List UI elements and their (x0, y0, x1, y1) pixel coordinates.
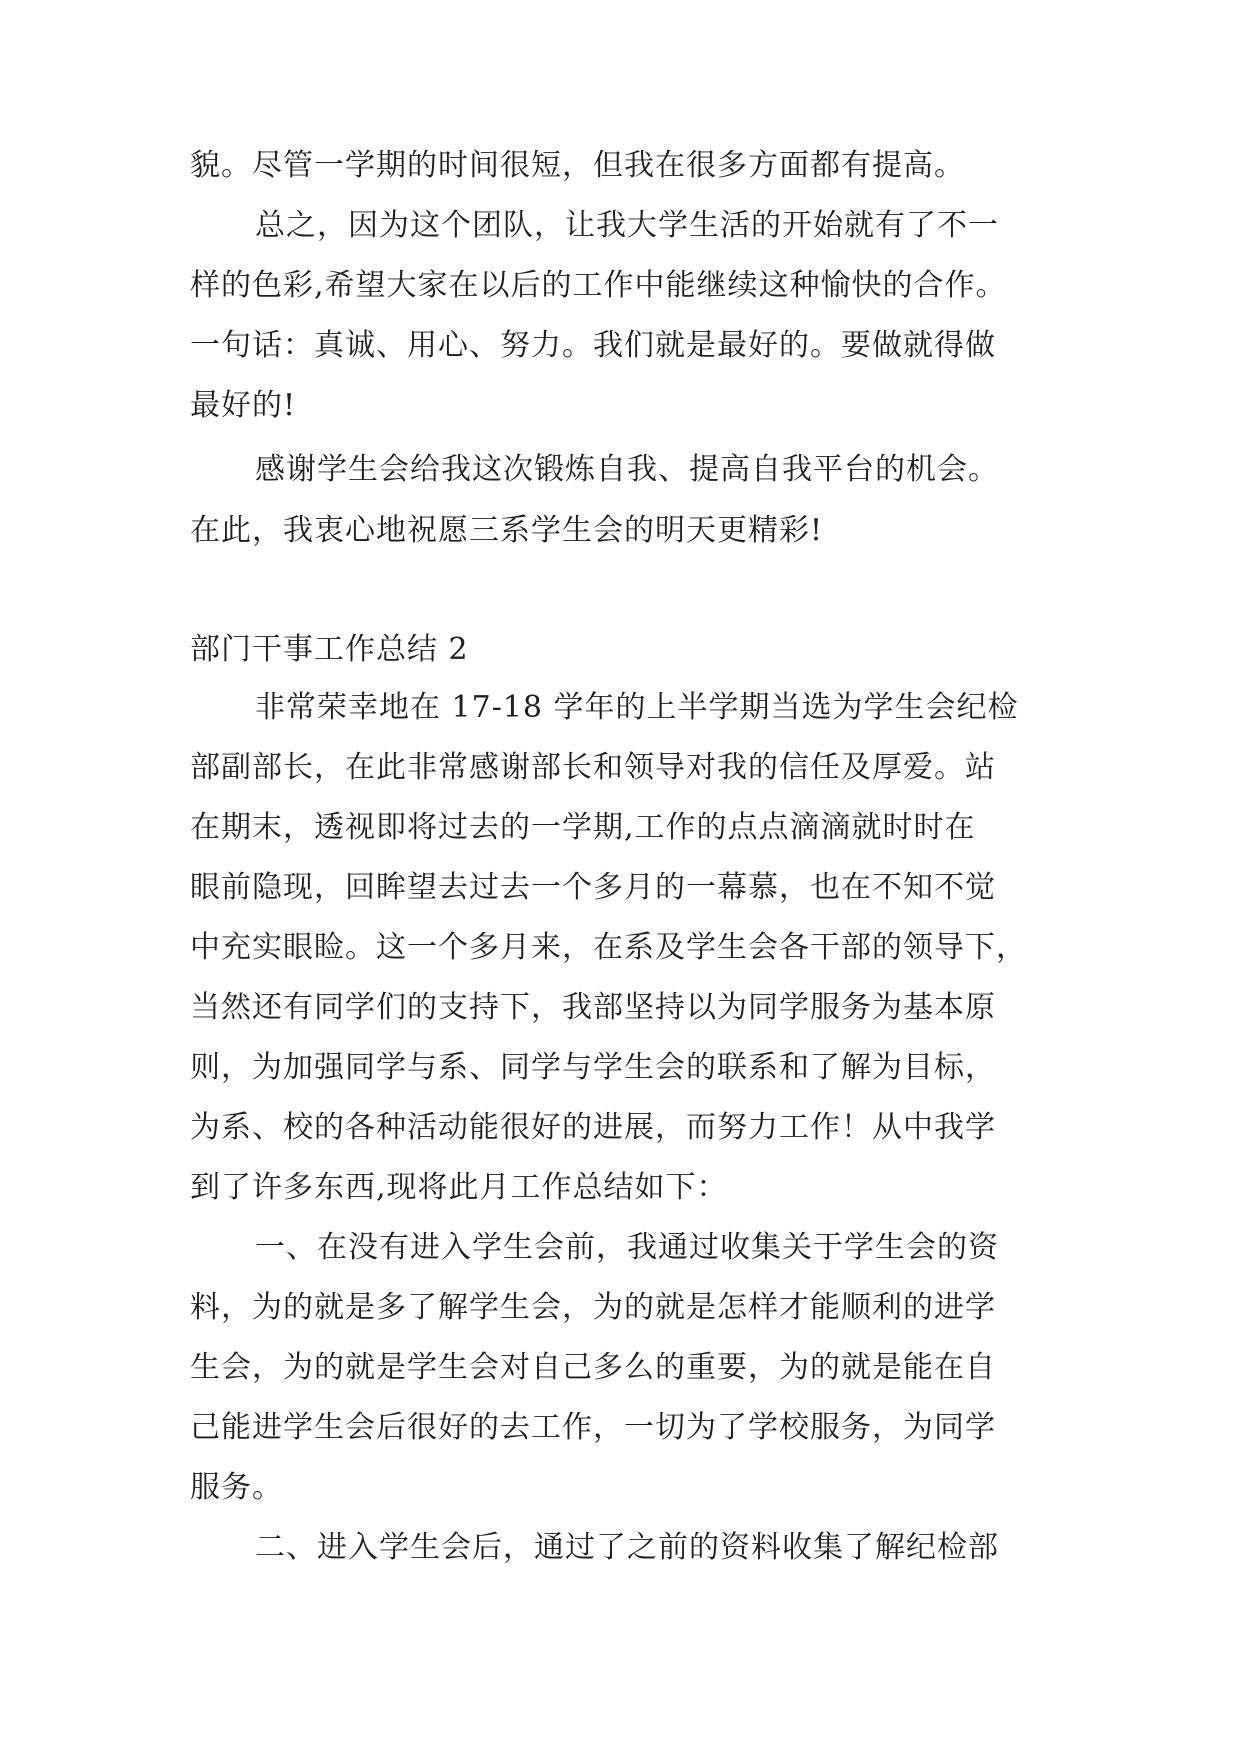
text-line: 生会，为的就是学生会对自己多么的重要，为的就是能在自 (190, 1350, 996, 1385)
text-line: 在期末，透视即将过去的一学期,工作的点点滴滴就时时在 (190, 810, 976, 845)
text-line: 当然还有同学们的支持下，我部坚持以为同学服务为基本原 (190, 990, 996, 1025)
text-line: 则，为加强同学与系、同学与学生会的联系和了解为目标， (190, 1050, 996, 1085)
section-heading: 部门干事工作总结 2 (190, 632, 469, 667)
text-line: 貌。尽管一学期的时间很短，但我在很多方面都有提高。 (190, 148, 965, 183)
text-line: 最好的! (190, 388, 297, 423)
text-line: 部副部长，在此非常感谢部长和领导对我的信任及厚爱。站 (190, 750, 996, 785)
text-line: 眼前隐现，回眸望去过去一个多月的一幕慕，也在不知不觉 (190, 870, 996, 905)
text-line: 在此，我衷心地祝愿三系学生会的明天更精彩! (190, 513, 824, 548)
text-line: 一句话：真诚、用心、努力。我们就是最好的。要做就得做 (190, 328, 996, 363)
text-line: 一、在没有进入学生会前，我通过收集关于学生会的资 (255, 1230, 999, 1265)
text-line: 中充实眼睑。这一个多月来，在系及学生会各干部的领导下， (190, 930, 1027, 965)
text-line: 料，为的就是多了解学生会，为的就是怎样才能顺利的进学 (190, 1290, 996, 1325)
text-line: 为系、校的各种活动能很好的进展，而努力工作！从中我学 (190, 1110, 996, 1145)
text-line: 非常荣幸地在 17-18 学年的上半学期当选为学生会纪检 (255, 690, 1019, 725)
text-line: 己能进学生会后很好的去工作，一切为了学校服务，为同学 (190, 1410, 996, 1445)
text-line: 服务。 (190, 1470, 283, 1505)
text-line: 到了许多东西,现将此月工作总结如下： (190, 1170, 728, 1205)
text-line: 感谢学生会给我这次锻炼自我、提高自我平台的机会。 (255, 452, 999, 487)
text-line: 样的色彩,希望大家在以后的工作中能继续这种愉快的合作。 (190, 268, 1007, 303)
text-line: 总之，因为这个团队，让我大学生活的开始就有了不一 (255, 208, 999, 243)
text-line: 二、进入学生会后，通过了之前的资料收集了解纪检部 (255, 1530, 999, 1565)
